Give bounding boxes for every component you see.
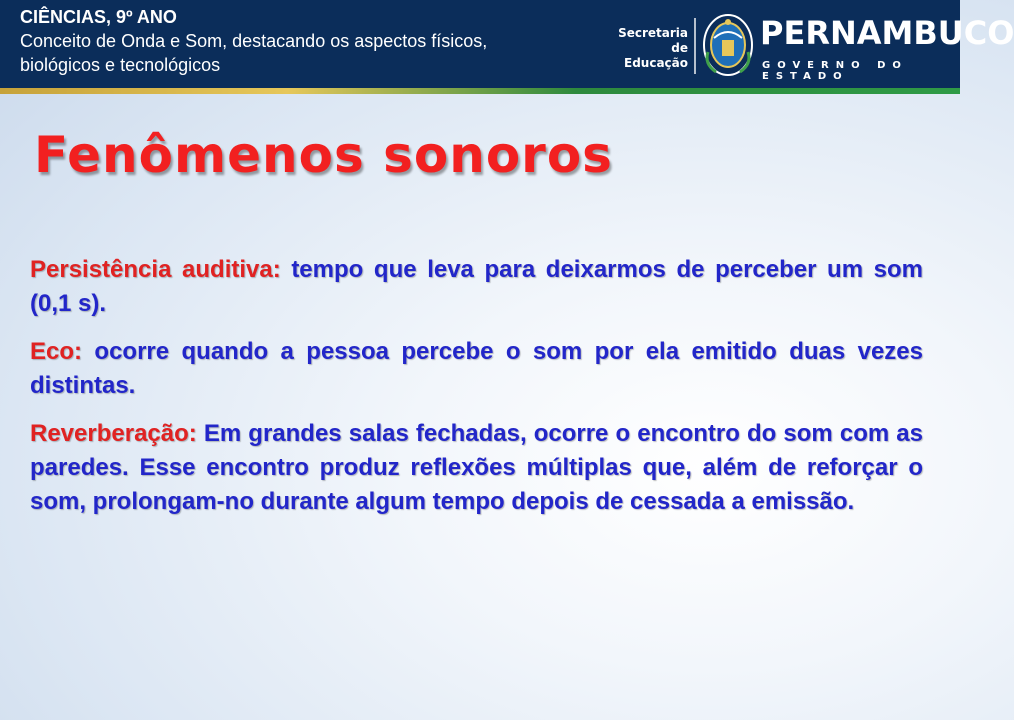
slide-title: Fenômenos sonoros [34,126,613,184]
secretaria-line1: Secretaria de [618,26,688,55]
paragraph-eco [30,335,923,403]
logo-divider [694,18,696,74]
secretaria-label [600,26,688,71]
header-subtitle-line2: biológicos e tecnológicos [20,55,221,75]
slide-content [30,253,923,533]
brand-subtitle: GOVERNO DO ESTADO [762,60,908,82]
header-text [20,5,580,77]
paragraph-persistencia [30,253,923,321]
course-label: CIÊNCIAS, 9º ANO [20,7,177,27]
pernambuco-logo [600,8,1014,84]
header-subtitle-line1: Conceito de Onda e Som, destacando os aspectos físicos, [20,31,488,51]
term-persistencia: Persistência auditiva: [30,256,281,283]
header-bar [0,0,1014,92]
text-eco: ocorre quando a pessoa percebe o som por ela emitido duas vezes distintas. [30,338,923,399]
text-persistencia: tempo que leva para deixarmos de perceber um som (0,1 s). [30,256,924,317]
header-stripe [0,88,960,94]
paragraph-reverberacao [30,417,923,519]
state-crest-icon [702,12,754,78]
text-reverberacao: Em grandes salas fechadas, ocorre o encontro do som com as paredes. Esse encontro produz reflexões múltiplas que, além de reforçar o som, prolongam-no durante algum tempo depois de cessada a emissão. [30,420,923,515]
term-reverberacao: Reverberação: [30,420,197,447]
secretaria-line2: Educação [624,56,688,70]
term-eco: Eco: [30,338,83,365]
brand-name: PERNAMBUCO [760,14,1014,52]
